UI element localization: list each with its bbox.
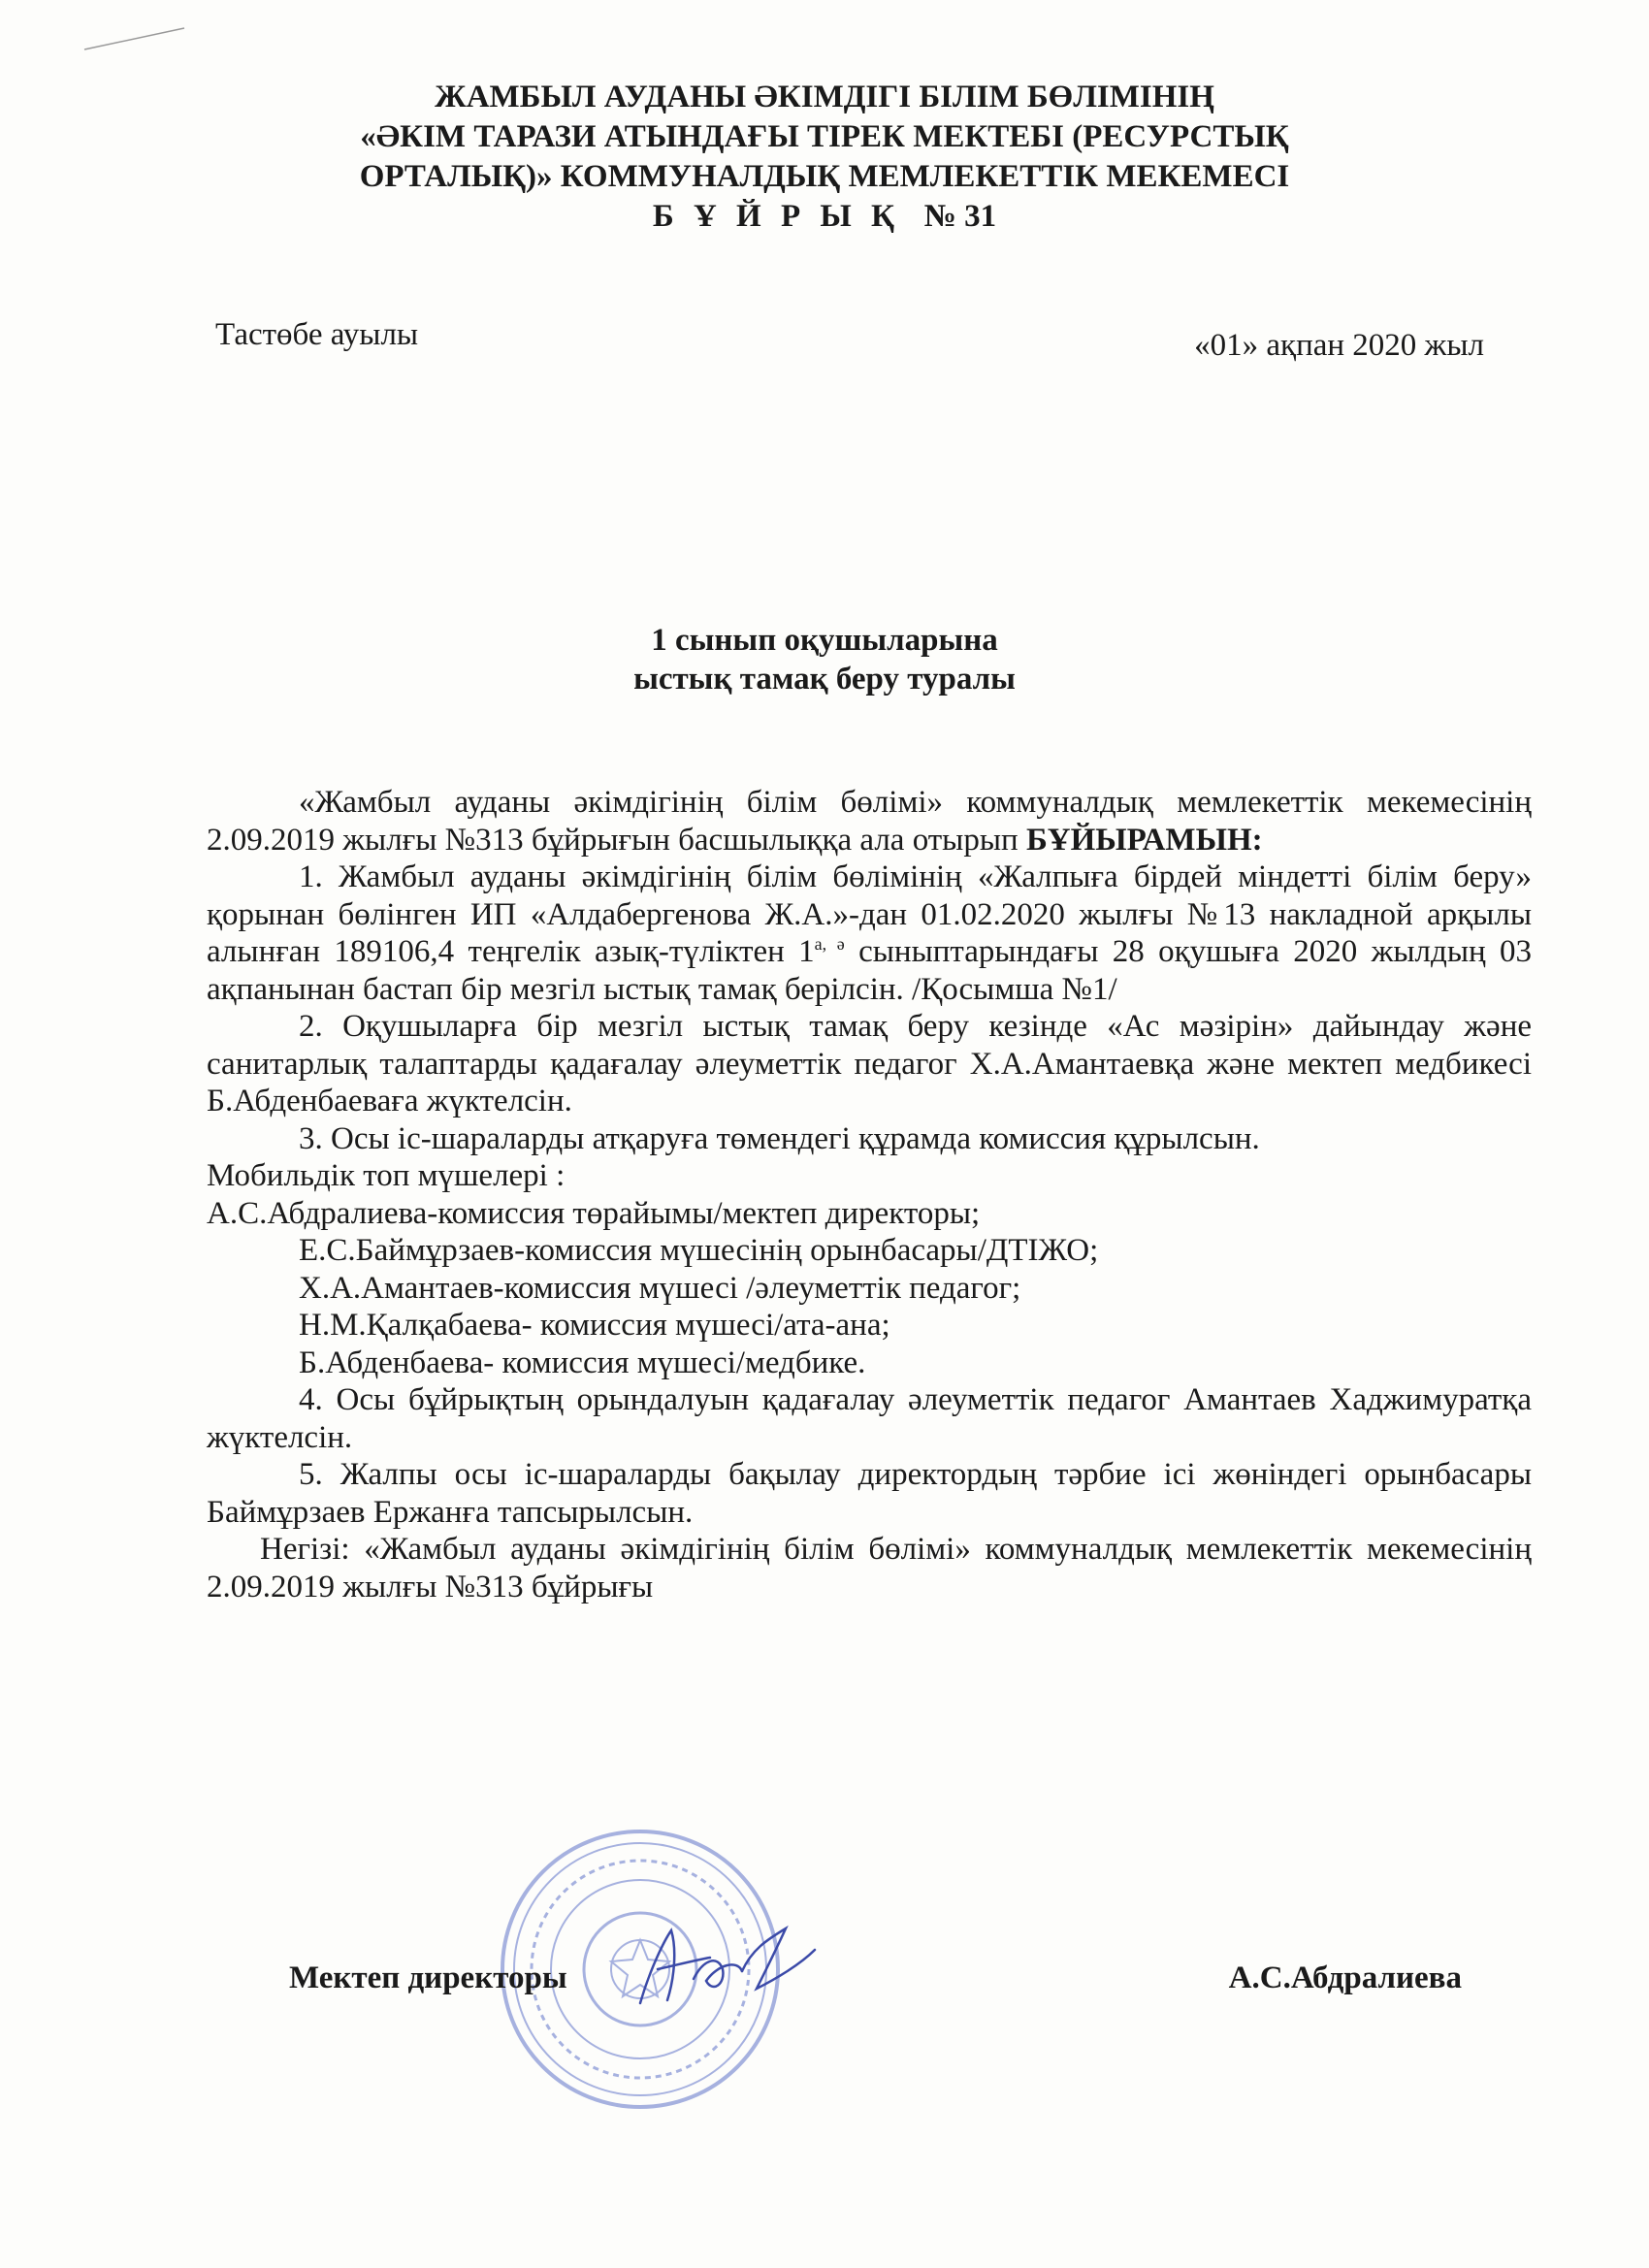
basis-paragraph: Негізі: «Жамбыл ауданы әкімдігінің білім бөлімі» коммуналдық мемлекеттік мекемесінің 2.09.2019 жылғы №313 бұйрығы bbox=[207, 1532, 1532, 1604]
item-1-text-b: сыныптарындағы 28 оқушыға 2020 жылдың 03 ақпанынан бастап бір мезгіл ыстық тамақ берілсін. /Қосымша №1/ bbox=[207, 934, 1533, 1007]
item-1-text-a: 1. Жамбыл ауданы әкімдігінің білім бөлімінің «Жалпыға бірдей міндетті білім беру» қорынан бөлінген ИП «Алдабергенова Ж.А.»-дан 01.02.2020 жылғы №13 накладной арқылы алынған 189106,4 теңгелік азық-түліктен 1 bbox=[207, 859, 1532, 969]
document-subject bbox=[0, 621, 1649, 698]
subject-line-2: ыстық тамақ беру туралы bbox=[633, 662, 1016, 697]
signature-mark bbox=[621, 1911, 824, 2018]
document-place: Тастөбе ауылы bbox=[215, 317, 419, 352]
header-line-1: ЖАМБЫЛ АУДАНЫ ӘКІМДІГІ БІЛІМ БӨЛІМІНІҢ bbox=[435, 80, 1214, 114]
order-number: № 31 bbox=[923, 199, 997, 234]
order-heading bbox=[0, 197, 1649, 237]
scan-mark bbox=[82, 24, 189, 53]
decree-word: БҰЙЫРАМЫН: bbox=[1025, 822, 1263, 858]
member-1: А.С.Абдралиева-комиссия төрайымы/мектеп директоры; bbox=[207, 1195, 981, 1231]
header-line-3: ОРТАЛЫҚ)» КОММУНАЛДЫҚ МЕМЛЕКЕТТІК МЕКЕМЕСІ bbox=[359, 159, 1290, 194]
item-1 bbox=[207, 859, 1532, 1008]
order-title: Б Ұ Й Р Ы Қ bbox=[652, 199, 900, 234]
signature-title: Мектеп директоры bbox=[289, 1960, 567, 1995]
item-4: 4. Осы бұйрықтың орындалуын қадағалау әлеуметтік педагог Амантаев Хаджимуратқа жүктелсін. bbox=[207, 1382, 1532, 1455]
document-date: «01» ақпан 2020 жыл bbox=[1194, 328, 1484, 363]
subject-line-1: 1 сынып оқушыларына bbox=[651, 623, 998, 658]
member-2: Е.С.Баймұрзаев-комиссия мүшесінің орынбасары/ДТІЖО; bbox=[299, 1233, 1099, 1268]
document-header bbox=[0, 78, 1649, 237]
document-body bbox=[207, 784, 1532, 1605]
item-3: 3. Осы іс-шараларды атқаруға төмендегі құрамда комиссия құрылсын. bbox=[299, 1120, 1260, 1156]
header-line-2: «ӘКІМ ТАРАЗИ АТЫНДАҒЫ ТІРЕК МЕКТЕБІ (РЕСУРСТЫҚ bbox=[360, 119, 1289, 154]
item-2: 2. Оқушыларға бір мезгіл ыстық тамақ беру кезінде «Ас мәзірін» дайындау және санитарлық талаптарды қадағалау әлеуметтік педагог Х.А.Амантаевқа және мектеп медбикесі Б.Абденбаеваға жүктелсін. bbox=[207, 1009, 1532, 1118]
intro-text: «Жамбыл ауданы әкімдігінің білім бөлімі» коммуналдық мемлекеттік мекемесінің 2.09.2019 жылғы №313 бұйрығын басшылыққа ала отырып bbox=[207, 785, 1532, 858]
intro-paragraph bbox=[207, 784, 1532, 859]
signature-name: А.С.Абдралиева bbox=[1228, 1960, 1462, 1995]
item-1-superscript: а, ә bbox=[814, 934, 845, 954]
mobile-group-label: Мобильдік топ мүшелері : bbox=[207, 1158, 566, 1193]
item-5: 5. Жалпы осы іс-шараларды бақылау директордың тәрбие ісі жөніндегі орынбасары Баймұрзаев Ержанға тапсырылсын. bbox=[207, 1457, 1532, 1530]
member-3: Х.А.Амантаев-комиссия мүшесі /әлеуметтік педагог; bbox=[299, 1270, 1021, 1306]
member-5: Б.Абденбаева- комиссия мүшесі/медбике. bbox=[299, 1345, 866, 1380]
member-4: Н.М.Қалқабаева- комиссия мүшесі/ата-ана; bbox=[299, 1308, 890, 1343]
